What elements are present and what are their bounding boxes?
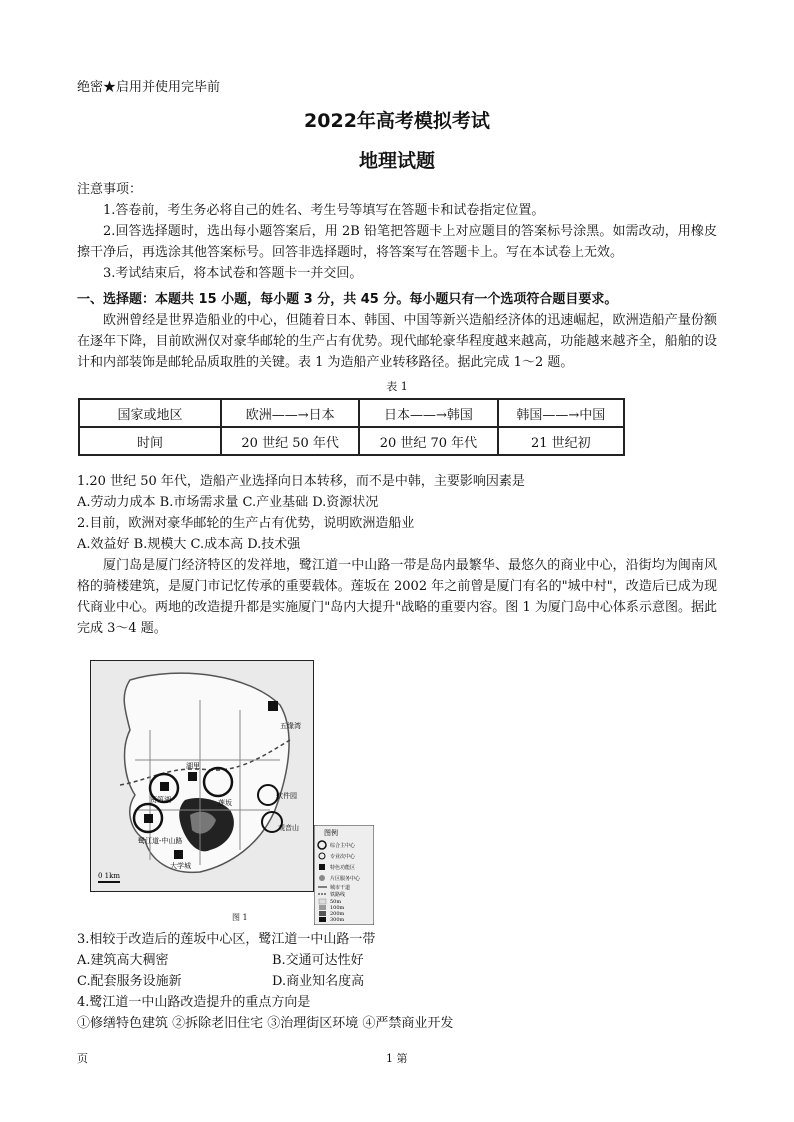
section-heading: 一、选择题：本题共 15 小题，每小题 3 分，共 45 分。每小题只有一个选项符合题目要求。	[77, 292, 618, 307]
notice-item-3: 3.考试结束后，将本试卷和答题卡一并交回。	[103, 266, 363, 281]
legend-item: 片区服务中心	[330, 876, 361, 882]
confidential-note: 绝密★启用并使用完毕前	[77, 80, 221, 95]
transfer-table	[78, 398, 625, 456]
legend-item: 专业次中心	[330, 854, 356, 860]
question-3-option-d: D.商业知名度高	[272, 974, 365, 989]
legend-title: 图例	[324, 829, 338, 837]
map-label: 观音山	[278, 824, 299, 832]
table-cell: 20 世纪 50 年代	[221, 427, 359, 455]
legend-item: 铁路线	[330, 892, 346, 898]
exam-title: 2022年高考模拟考试	[304, 110, 490, 132]
map-label: 筼筜湖	[150, 796, 171, 804]
map-label: 五缘湾	[280, 722, 301, 730]
table-caption: 表 1	[386, 380, 408, 393]
table-cell: 时间	[79, 427, 221, 455]
notice-heading: 注意事项：	[77, 182, 143, 197]
table-cell: 20 世纪 70 年代	[359, 427, 497, 455]
passage-1	[77, 310, 717, 373]
question-1-options: A.劳动力成本 B.市场需求量 C.产业基础 D.资源状况	[77, 495, 379, 510]
legend-item: 50m	[330, 899, 342, 905]
legend-item: 特色功能区	[330, 865, 356, 871]
figure-caption: 图 1	[232, 913, 248, 922]
question-1: 1.20 世纪 50 年代，造船产业选择向日本转移，而不是中韩，主要影响因素是	[77, 474, 525, 489]
question-4-options: ①修缮特色建筑 ②拆除老旧住宅 ③治理街区环境 ④严禁商业开发	[77, 1016, 454, 1031]
legend-item: 100m	[330, 905, 345, 911]
map-label: 鹭江道-中山路	[138, 837, 183, 845]
notice-item-1: 1.答卷前，考生务必将自己的姓名、考生号等填写在答题卡和试卷指定位置。	[103, 203, 545, 218]
passage-1-text: 欧洲曾经是世界造船业的中心，但随着日本、韩国、中国等新兴造船经济体的迅速崛起，欧洲造船产量份额在逐年下降，目前欧洲仅对豪华邮轮的生产占有优势。现代邮轮豪华程度越来越高，功能越来越齐全，船舶的设计和内部装饰是邮轮品质取胜的关键。表 1 为造船产业转移路径。据此完成 1～2 题。	[77, 313, 717, 370]
table-cell: 国家或地区	[79, 399, 221, 427]
table-cell: 日本——→韩国	[359, 399, 497, 427]
footer-left: 页	[77, 1052, 88, 1065]
table-cell: 欧洲——→日本	[221, 399, 359, 427]
question-3-option-b: B.交通可达性好	[272, 953, 364, 968]
map-label: 莲坂	[218, 799, 232, 807]
notice-block	[77, 179, 717, 284]
table-cell: 21 世纪初	[498, 427, 624, 455]
page-number: 1 第	[386, 1052, 408, 1065]
passage-2	[77, 555, 717, 639]
table-cell: 韩国——→中国	[498, 399, 624, 427]
legend-item: 城市干道	[330, 885, 351, 891]
map-scale: 0 1km	[98, 872, 121, 880]
map-label: 大学城	[170, 862, 191, 870]
question-4: 4.鹭江道一中山路改造提升的重点方向是	[77, 995, 311, 1010]
xiamen-map	[90, 660, 314, 892]
exam-subtitle: 地理试题	[358, 150, 435, 172]
notice-item-2: 2.回答选择题时，选出每小题答案后，用 2B 铅笔把答题卡上对应题目的答案标号涂黑。如需改动，用橡皮擦干净后，再选涂其他答案标号。回答非选择题时，将答案写在答题卡上。写在本试卷上无效。	[77, 224, 717, 260]
table-row	[79, 427, 624, 455]
legend-item: 综合主中心	[330, 843, 356, 849]
question-2: 2.目前，欧洲对豪华邮轮的生产占有优势，说明欧洲造船业	[77, 516, 415, 531]
passage-2-text: 厦门岛是厦门经济特区的发祥地，鹭江道一中山路一带是岛内最繁华、最悠久的商业中心，沿街均为闽南风格的骑楼建筑，是厦门市记忆传承的重要载体。莲坂在 2002 年之前曾是厦门有名的"城中村"，改造后已成为现代商业中心。两地的改造提升都是实施厦门"岛内大提升"战略的重要内容。图 1 为厦门岛中心体系示意图。据此完成 3～4 题。	[77, 558, 717, 636]
question-2-options: A.效益好 B.规模大 C.成本高 D.技术强	[77, 537, 301, 552]
question-3-option-a: A.建筑高大稠密	[77, 953, 169, 968]
legend-item: 200m	[330, 911, 345, 917]
table-row	[79, 399, 624, 427]
legend-item: 300m	[330, 917, 345, 923]
map-label: 软件园	[276, 792, 297, 800]
question-3-option-c: C.配套服务设施新	[77, 974, 182, 989]
map-legend	[314, 825, 374, 925]
question-3: 3.相较于改造后的莲坂中心区，鹭江道一中山路一带	[77, 932, 376, 947]
map-label: 湖里	[186, 762, 200, 770]
